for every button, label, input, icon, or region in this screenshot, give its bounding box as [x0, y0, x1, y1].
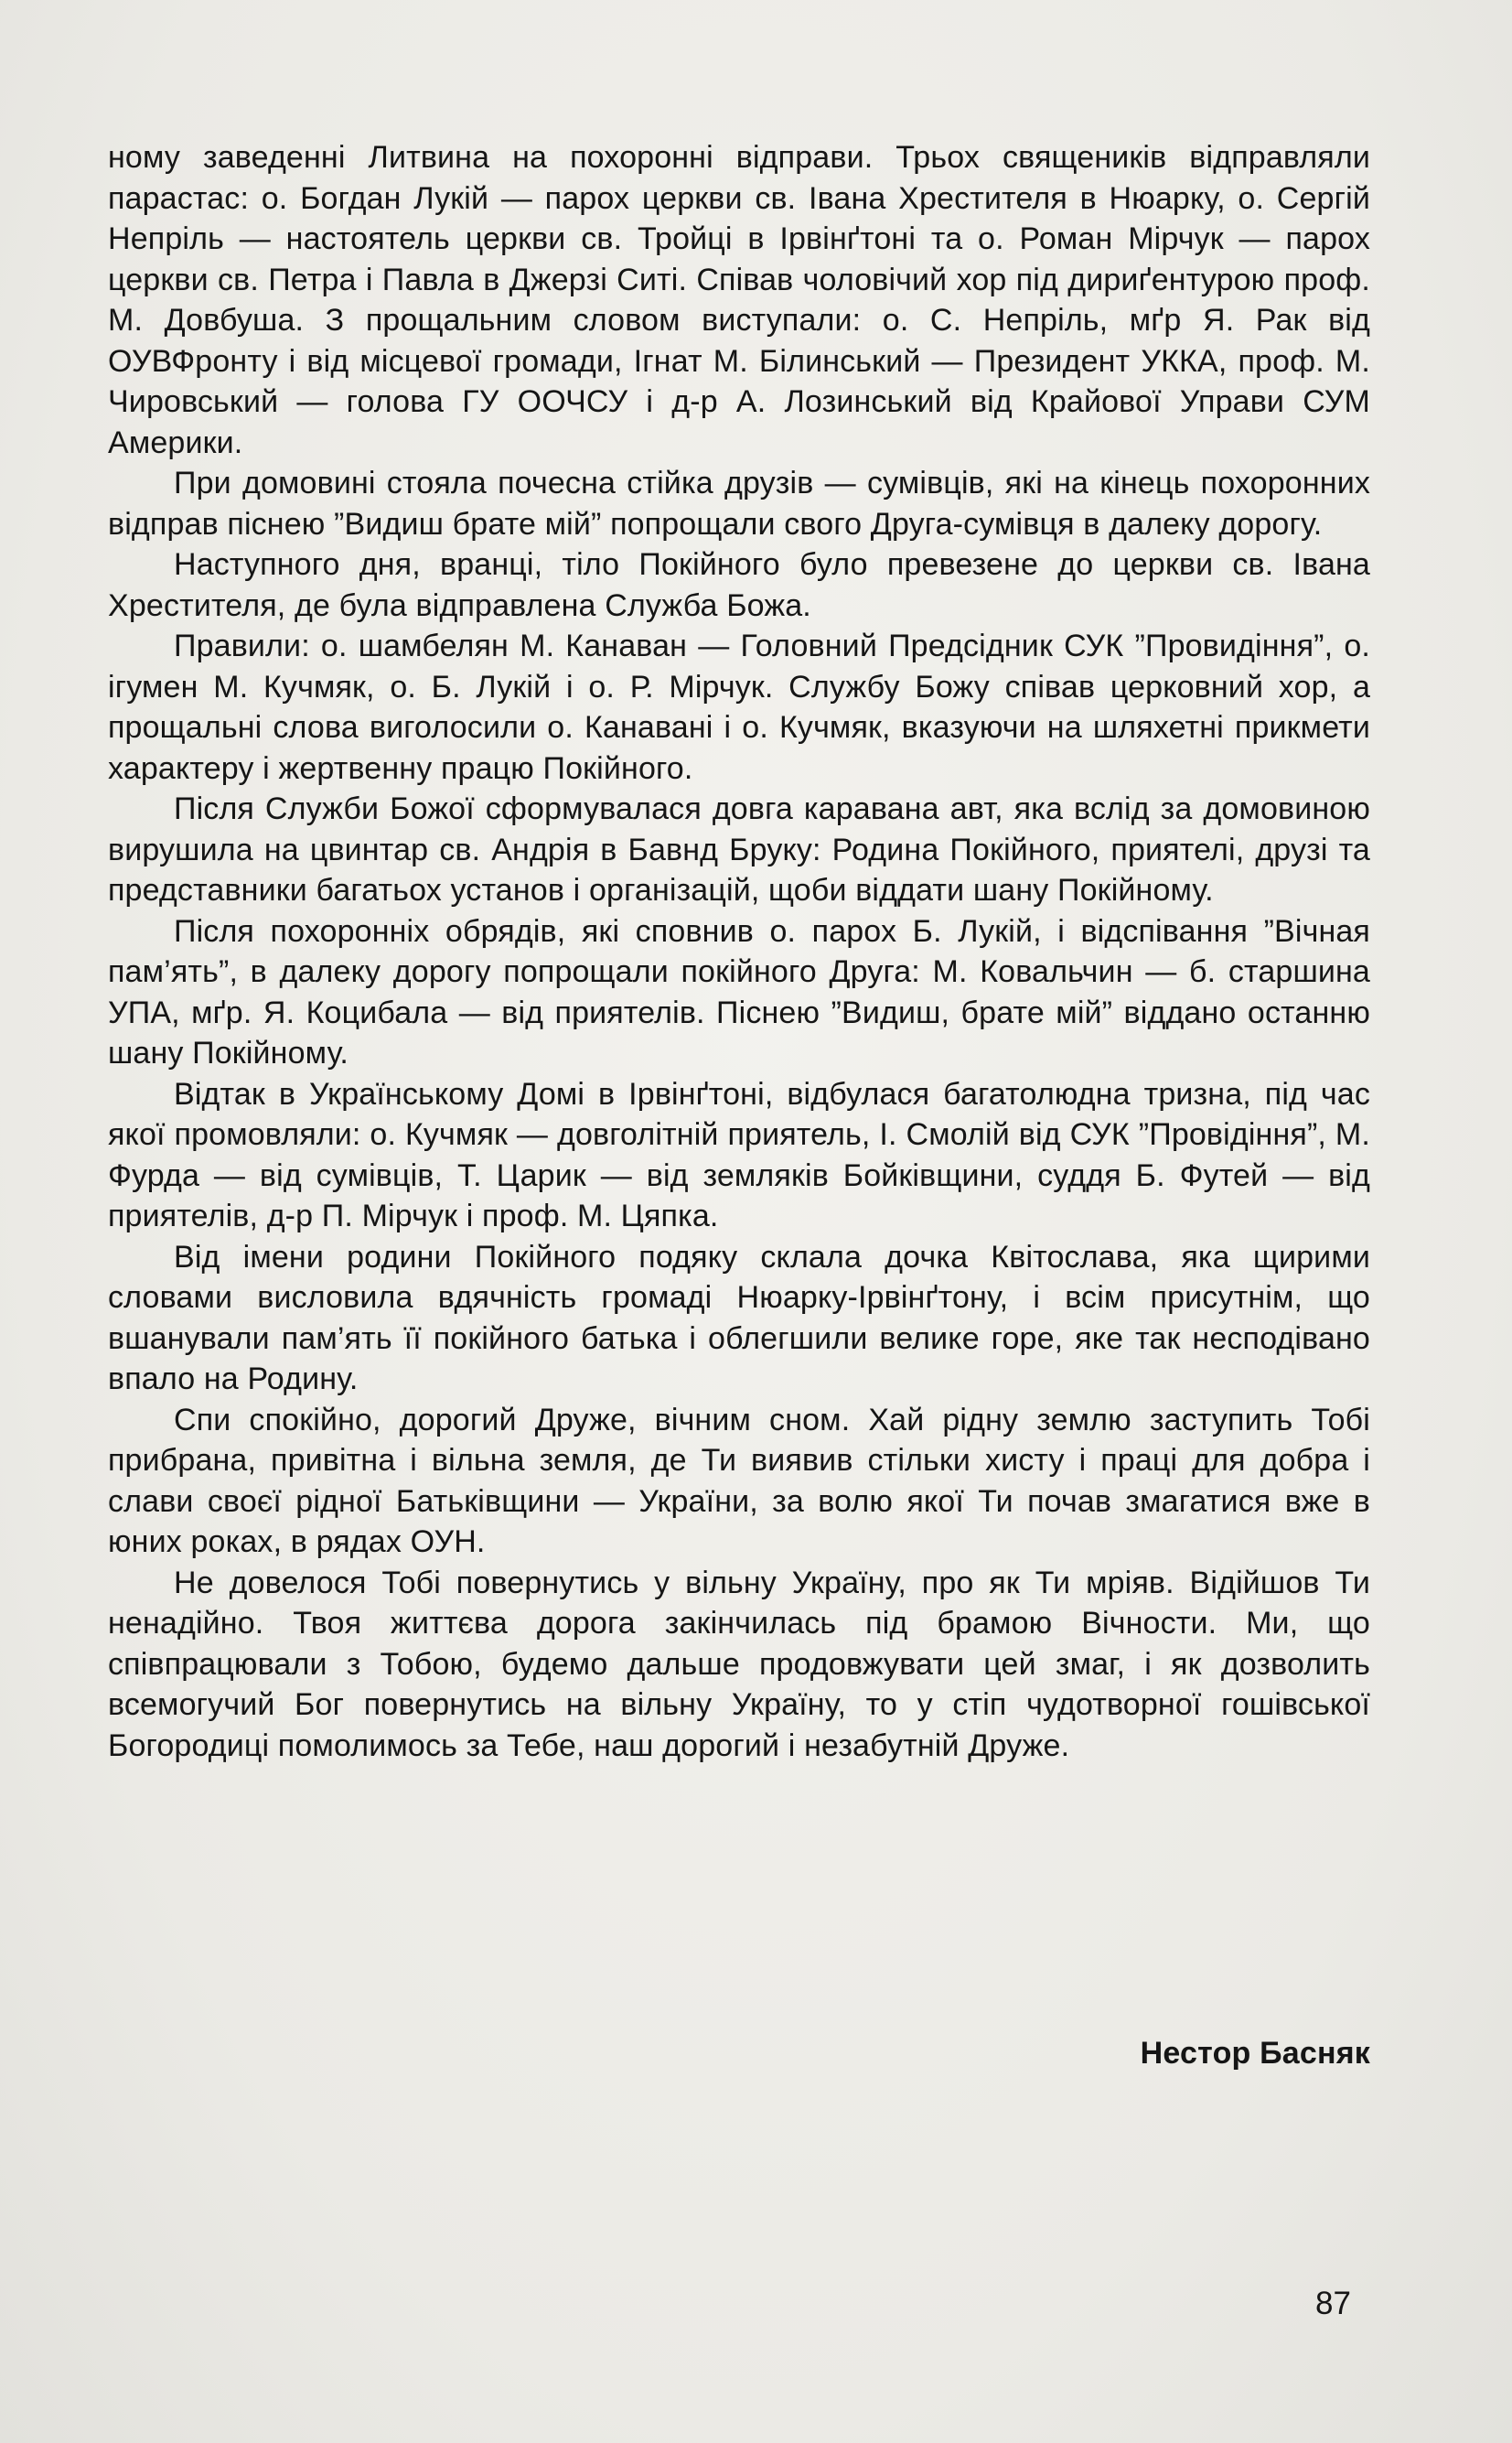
author-signature: Нестор Басняк — [1140, 2036, 1370, 2071]
page-number: 87 — [1315, 2286, 1351, 2321]
paragraph: Не довелося Тобі повернутись у вільну Україну, про як Ти мріяв. Відійшов Ти ненадійно. Твоя життєва дорога закінчилась під брамою Вічности. Ми, що співпрацювали з Тобою, будемо дальше продовжувати цей змаг, і як дозволить всемогучий Бог повернутись на вільну Україну, то у стіп чудотворної гошівської Богородиці помолимось за Тебе, наш дорогий і незабутній Друже. — [108, 1565, 1370, 1763]
paragraph: Відтак в Українському Домі в Ірвінґтоні, відбулася багатолюдна тризна, під час якої промовляли: о. Кучмяк — довголітній приятель, І. Смолій від СУК ”Провідіння”, М. Фурда — від сумівців, Т. Царик — від земляків Бойківщини, суддя Б. Футей — від приятелів, д-р П. Мірчук і проф. М. Цяпка. — [108, 1076, 1370, 1233]
paragraph: Після Служби Божої сформувалася довга каравана авт, яка вслід за домовиною вирушила на цвинтар св. Андрія в Бавнд Бруку: Родина Покійного, приятелі, друзі та представники багатьох установ і організацій, щоби віддати шану Покійному. — [108, 791, 1370, 908]
paragraph: Від імени родини Покійного подяку склала дочка Квітослава, яка щирими словами висловила вдячність громаді Нюарку-Ірвінґтону, і всім присутнім, що вшанували пам’ять її покійного батька і облегшили велике горе, яке так несподівано впало на Родину. — [108, 1239, 1370, 1396]
paragraph: Наступного дня, вранці, тіло Покійного було превезене до церкви св. Івана Хрестителя, де була відправлена Служба Божа. — [108, 547, 1370, 623]
body-text — [108, 137, 1370, 1766]
paragraph: Після похоронніх обрядів, які сповнив о. парох Б. Лукій, і відспівання ”Вічная пам’ять”, в далеку дорогу попрощали покійного Друга: М. Ковальчин — б. старшина УПА, мґр. Я. Коцибала — від приятелів. Піснею ”Видиш, брате мій” віддано останню шану Покійному. — [108, 913, 1370, 1071]
paragraph: Правили: о. шамбелян М. Канаван — Головний Предсідник СУК ”Провидіння”, о. ігумен М. Кучмяк, о. Б. Лукій і о. Р. Мірчук. Службу Божу співав церковний хор, а прощальні слова виголосили о. Канавані і о. Кучмяк, вказуючи на шляхетні прикмети характеру і жертвенну працю Покійного. — [108, 629, 1370, 786]
paragraph: При домовині стояла почесна стійка друзів — сумівців, які на кінець похоронних відправ піснею ”Видиш брате мій” попрощали свого Друга-сумівця в далеку дорогу. — [108, 466, 1370, 542]
paragraph: ному заведенні Литвина на похоронні відправи. Трьох священиків відправляли парастас: о. Богдан Лукій — парох церкви св. Івана Хрестителя в Нюарку, о. Сергій Непріль — настоятель церкви св. Тройці в Ірвінґтоні та о. Роман Мірчук — парох церкви св. Петра і Павла в Джерзі Ситі. Співав чоловічий хор під дириґентурою проф. М. Довбуша. З прощальним словом виступали: о. С. Непріль, мґр Я. Рак від ОУВФронту і від місцевої громади, Ігнат М. Білинський — Президент УККА, проф. М. Чировський — голова ГУ ООЧСУ і д-р А. Лозинський від Крайової Управи СУМ Америки. — [108, 140, 1370, 460]
paragraph: Спи спокійно, дорогий Друже, вічним сном. Хай рідну землю заступить Тобі прибрана, привітна і вільна земля, де Ти виявив стільки хисту і праці для добра і слави своєї рідної Батьківщини — України, за волю якої Ти почав змагатися вже в юних роках, в рядах ОУН. — [108, 1402, 1370, 1559]
